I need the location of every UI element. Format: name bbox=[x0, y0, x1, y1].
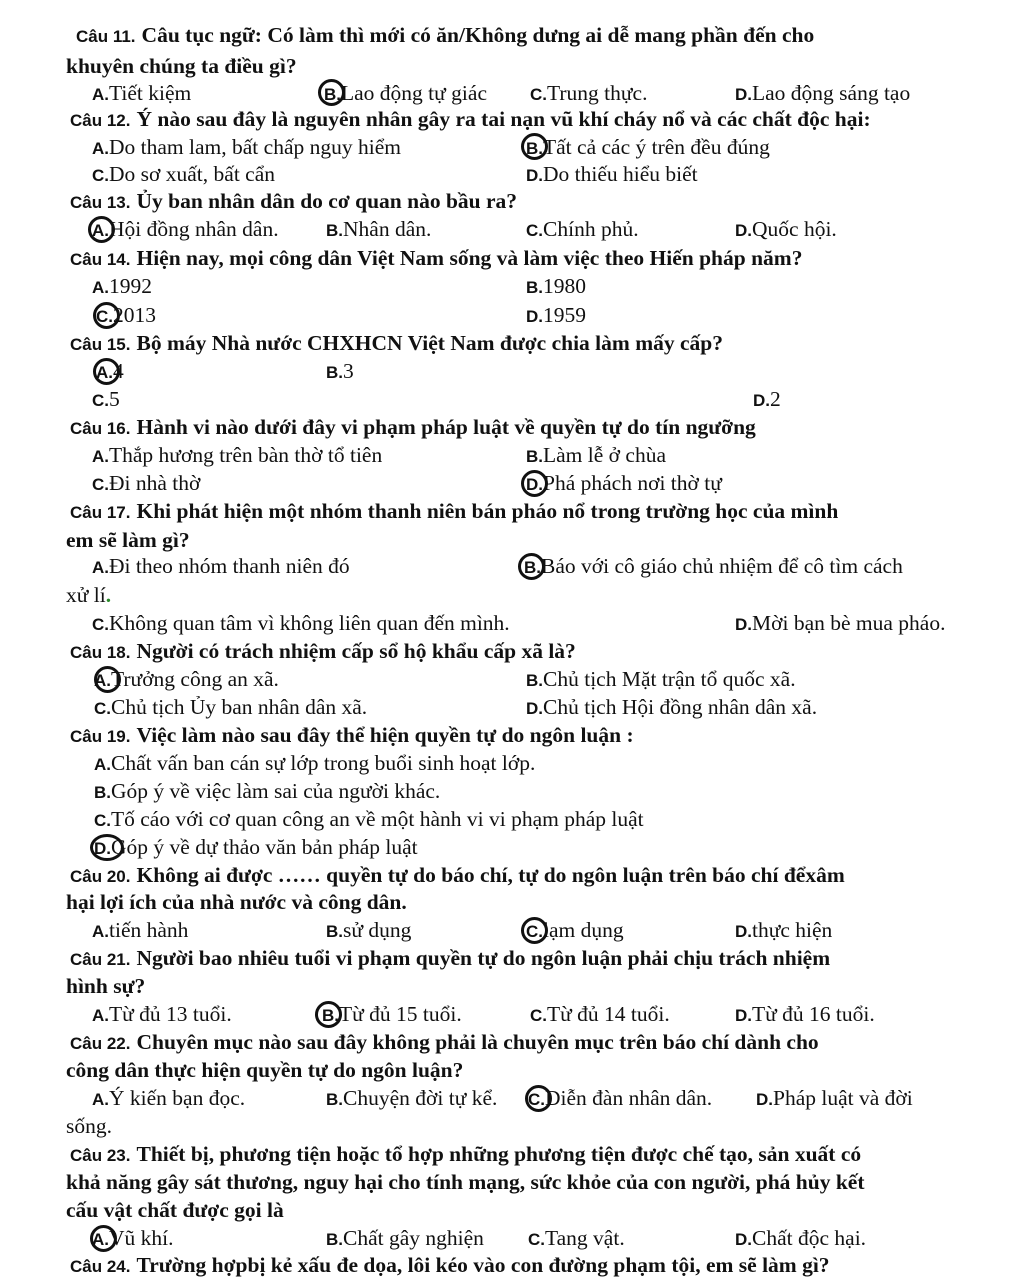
option-23-d[interactable]: D.Chất độc hại. bbox=[735, 1226, 867, 1250]
question-20: Câu 20. Không ai được …… quyền tự do báo chí, tự do ngôn luận trên báo chí đểxâm bbox=[70, 863, 845, 887]
option-13-b[interactable]: B.Nhân dân. bbox=[326, 217, 432, 241]
question-21-line2: hình sự? bbox=[66, 974, 146, 998]
option-16-d[interactable]: D.Phá phách nơi thờ tự bbox=[526, 471, 722, 495]
option-23-a[interactable]: A.Vũ khí. bbox=[92, 1226, 174, 1250]
question-17-line2: em sẽ làm gì? bbox=[66, 528, 190, 552]
option-19-c[interactable]: C.Tố cáo với cơ quan công an về một hành vi vi phạm pháp luật bbox=[94, 807, 644, 831]
option-14-d[interactable]: D.1959 bbox=[526, 303, 586, 327]
option-17-c[interactable]: C.Không quan tâm vì không liên quan đến mình. bbox=[92, 611, 510, 635]
option-23-c[interactable]: C.Tang vật. bbox=[528, 1226, 625, 1250]
option-13-c[interactable]: C.Chính phủ. bbox=[526, 217, 639, 241]
option-18-c[interactable]: C.Chủ tịch Ủy ban nhân dân xã. bbox=[94, 695, 368, 719]
option-21-d[interactable]: D.Từ đủ 16 tuổi. bbox=[735, 1002, 875, 1026]
option-16-c[interactable]: C.Đi nhà thờ bbox=[92, 471, 201, 495]
option-19-a[interactable]: A.Chất vấn ban cán sự lớp trong buổi sinh hoạt lớp. bbox=[94, 751, 536, 775]
option-15-b[interactable]: B.3 bbox=[326, 359, 354, 383]
option-17-d[interactable]: D.Mời bạn bè mua pháo. bbox=[735, 611, 946, 635]
option-14-a[interactable]: A.1992 bbox=[92, 274, 152, 298]
option-17-b[interactable]: B.Báo với cô giáo chủ nhiệm để cô tìm cách bbox=[524, 554, 903, 578]
question-22: Câu 22. Chuyên mục nào sau đây không phải là chuyên mục trên báo chí dành cho bbox=[70, 1030, 819, 1054]
question-17: Câu 17. Khi phát hiện một nhóm thanh niên bán pháo nổ trong trường học của mình bbox=[70, 499, 839, 523]
option-11-d[interactable]: D.Lao động sáng tạo bbox=[735, 81, 911, 105]
option-20-b[interactable]: B.sử dụng bbox=[326, 918, 412, 942]
option-16-a[interactable]: A.Thắp hương trên bàn thờ tổ tiên bbox=[92, 443, 383, 467]
question-16: Câu 16. Hành vi nào dưới đây vi phạm pháp luật về quyền tự do tín ngưỡng bbox=[70, 415, 756, 439]
question-13: Câu 13. Ủy ban nhân dân do cơ quan nào bầu ra? bbox=[70, 189, 518, 213]
option-12-a[interactable]: A.Do tham lam, bất chấp nguy hiểm bbox=[92, 135, 401, 159]
question-24: Câu 24. Trường hợpbị kẻ xấu đe dọa, lôi kéo vào con đường phạm tội, em sẽ làm gì? bbox=[70, 1253, 830, 1277]
option-19-d[interactable]: D.Góp ý về dự thảo văn bản pháp luật bbox=[94, 835, 418, 859]
option-12-c[interactable]: C.Do sơ xuất, bất cẩn bbox=[92, 162, 276, 186]
question-14: Câu 14. Hiện nay, mọi công dân Việt Nam sống và làm việc theo Hiến pháp năm? bbox=[70, 246, 803, 270]
option-17-b-continued: xử lí. bbox=[66, 583, 112, 607]
question-23: Câu 23. Thiết bị, phương tiện hoặc tổ hợp những phương tiện được chế tạo, sản xuất có bbox=[70, 1142, 862, 1166]
option-11-c[interactable]: C.Trung thực. bbox=[530, 81, 648, 105]
question-12: Câu 12. Ý nào sau đây là nguyên nhân gây ra tai nạn vũ khí cháy nổ và các chất độc hại: bbox=[70, 107, 871, 131]
option-11-a[interactable]: A.Tiết kiệm bbox=[92, 81, 192, 105]
option-19-b[interactable]: B.Góp ý về việc làm sai của người khác. bbox=[94, 779, 441, 803]
option-20-a[interactable]: A.tiến hành bbox=[92, 918, 189, 942]
question-15: Câu 15. Bộ máy Nhà nước CHXHCN Việt Nam được chia làm mấy cấp? bbox=[70, 331, 723, 355]
question-19: Câu 19. Việc làm nào sau đây thể hiện quyền tự do ngôn luận : bbox=[70, 723, 634, 747]
option-21-c[interactable]: C.Từ đủ 14 tuổi. bbox=[530, 1002, 670, 1026]
option-12-d[interactable]: D.Do thiếu hiểu biết bbox=[526, 162, 698, 186]
question-20-line2: hại lợi ích của nhà nước và công dân. bbox=[66, 890, 407, 914]
question-23-line2: khả năng gây sát thương, nguy hại cho tính mạng, sức khỏe của con người, phá hủy kết bbox=[66, 1170, 865, 1194]
option-17-a[interactable]: A.Đi theo nhóm thanh niên đó bbox=[92, 554, 350, 578]
option-16-b[interactable]: B.Làm lễ ở chùa bbox=[526, 443, 666, 467]
option-21-b[interactable]: B.Từ đủ 15 tuổi. bbox=[322, 1002, 462, 1026]
question-11: Câu 11. Câu tục ngữ: Có làm thì mới có ăn/Không dưng ai dễ mang phần đến cho bbox=[76, 23, 815, 47]
option-22-d-continued: sống. bbox=[66, 1114, 112, 1138]
option-14-c[interactable]: C.2013 bbox=[96, 303, 156, 327]
option-15-a[interactable]: A.4 bbox=[96, 359, 124, 383]
option-22-d[interactable]: D.Pháp luật và đời bbox=[756, 1086, 913, 1110]
option-22-a[interactable]: A.Ý kiến bạn đọc. bbox=[92, 1086, 246, 1110]
option-22-b[interactable]: B.Chuyện đời tự kể. bbox=[326, 1086, 498, 1110]
option-22-c[interactable]: C.Diễn đàn nhân dân. bbox=[528, 1086, 713, 1110]
option-12-b[interactable]: B.Tất cả các ý trên đều đúng bbox=[526, 135, 770, 159]
option-23-b[interactable]: B.Chất gây nghiện bbox=[326, 1226, 484, 1250]
option-11-b[interactable]: B.Lao động tự giác bbox=[324, 81, 487, 105]
option-14-b[interactable]: B.1980 bbox=[526, 274, 586, 298]
option-18-b[interactable]: B.Chủ tịch Mặt trận tổ quốc xã. bbox=[526, 667, 796, 691]
option-13-d[interactable]: D.Quốc hội. bbox=[735, 217, 837, 241]
option-18-d[interactable]: D.Chủ tịch Hội đồng nhân dân xã. bbox=[526, 695, 818, 719]
option-18-a[interactable]: A.Trưởng công an xã. bbox=[94, 667, 279, 691]
option-20-c[interactable]: C.lạm dụng bbox=[526, 918, 624, 942]
question-23-line3: cấu vật chất được gọi là bbox=[66, 1198, 284, 1222]
option-21-a[interactable]: A.Từ đủ 13 tuổi. bbox=[92, 1002, 232, 1026]
question-18: Câu 18. Người có trách nhiệm cấp sổ hộ khẩu cấp xã là? bbox=[70, 639, 576, 663]
option-13-a[interactable]: A.Hội đồng nhân dân. bbox=[92, 217, 279, 241]
option-15-d[interactable]: D.2 bbox=[753, 387, 781, 411]
option-15-c[interactable]: C.5 bbox=[92, 387, 120, 411]
option-20-d[interactable]: D.thực hiện bbox=[735, 918, 833, 942]
question-11-line2: khuyên chúng ta điều gì? bbox=[66, 54, 297, 78]
question-21: Câu 21. Người bao nhiêu tuổi vi phạm quyền tự do ngôn luận phải chịu trách nhiệm bbox=[70, 946, 831, 970]
question-22-line2: công dân thực hiện quyền tự do ngôn luận? bbox=[66, 1058, 464, 1082]
